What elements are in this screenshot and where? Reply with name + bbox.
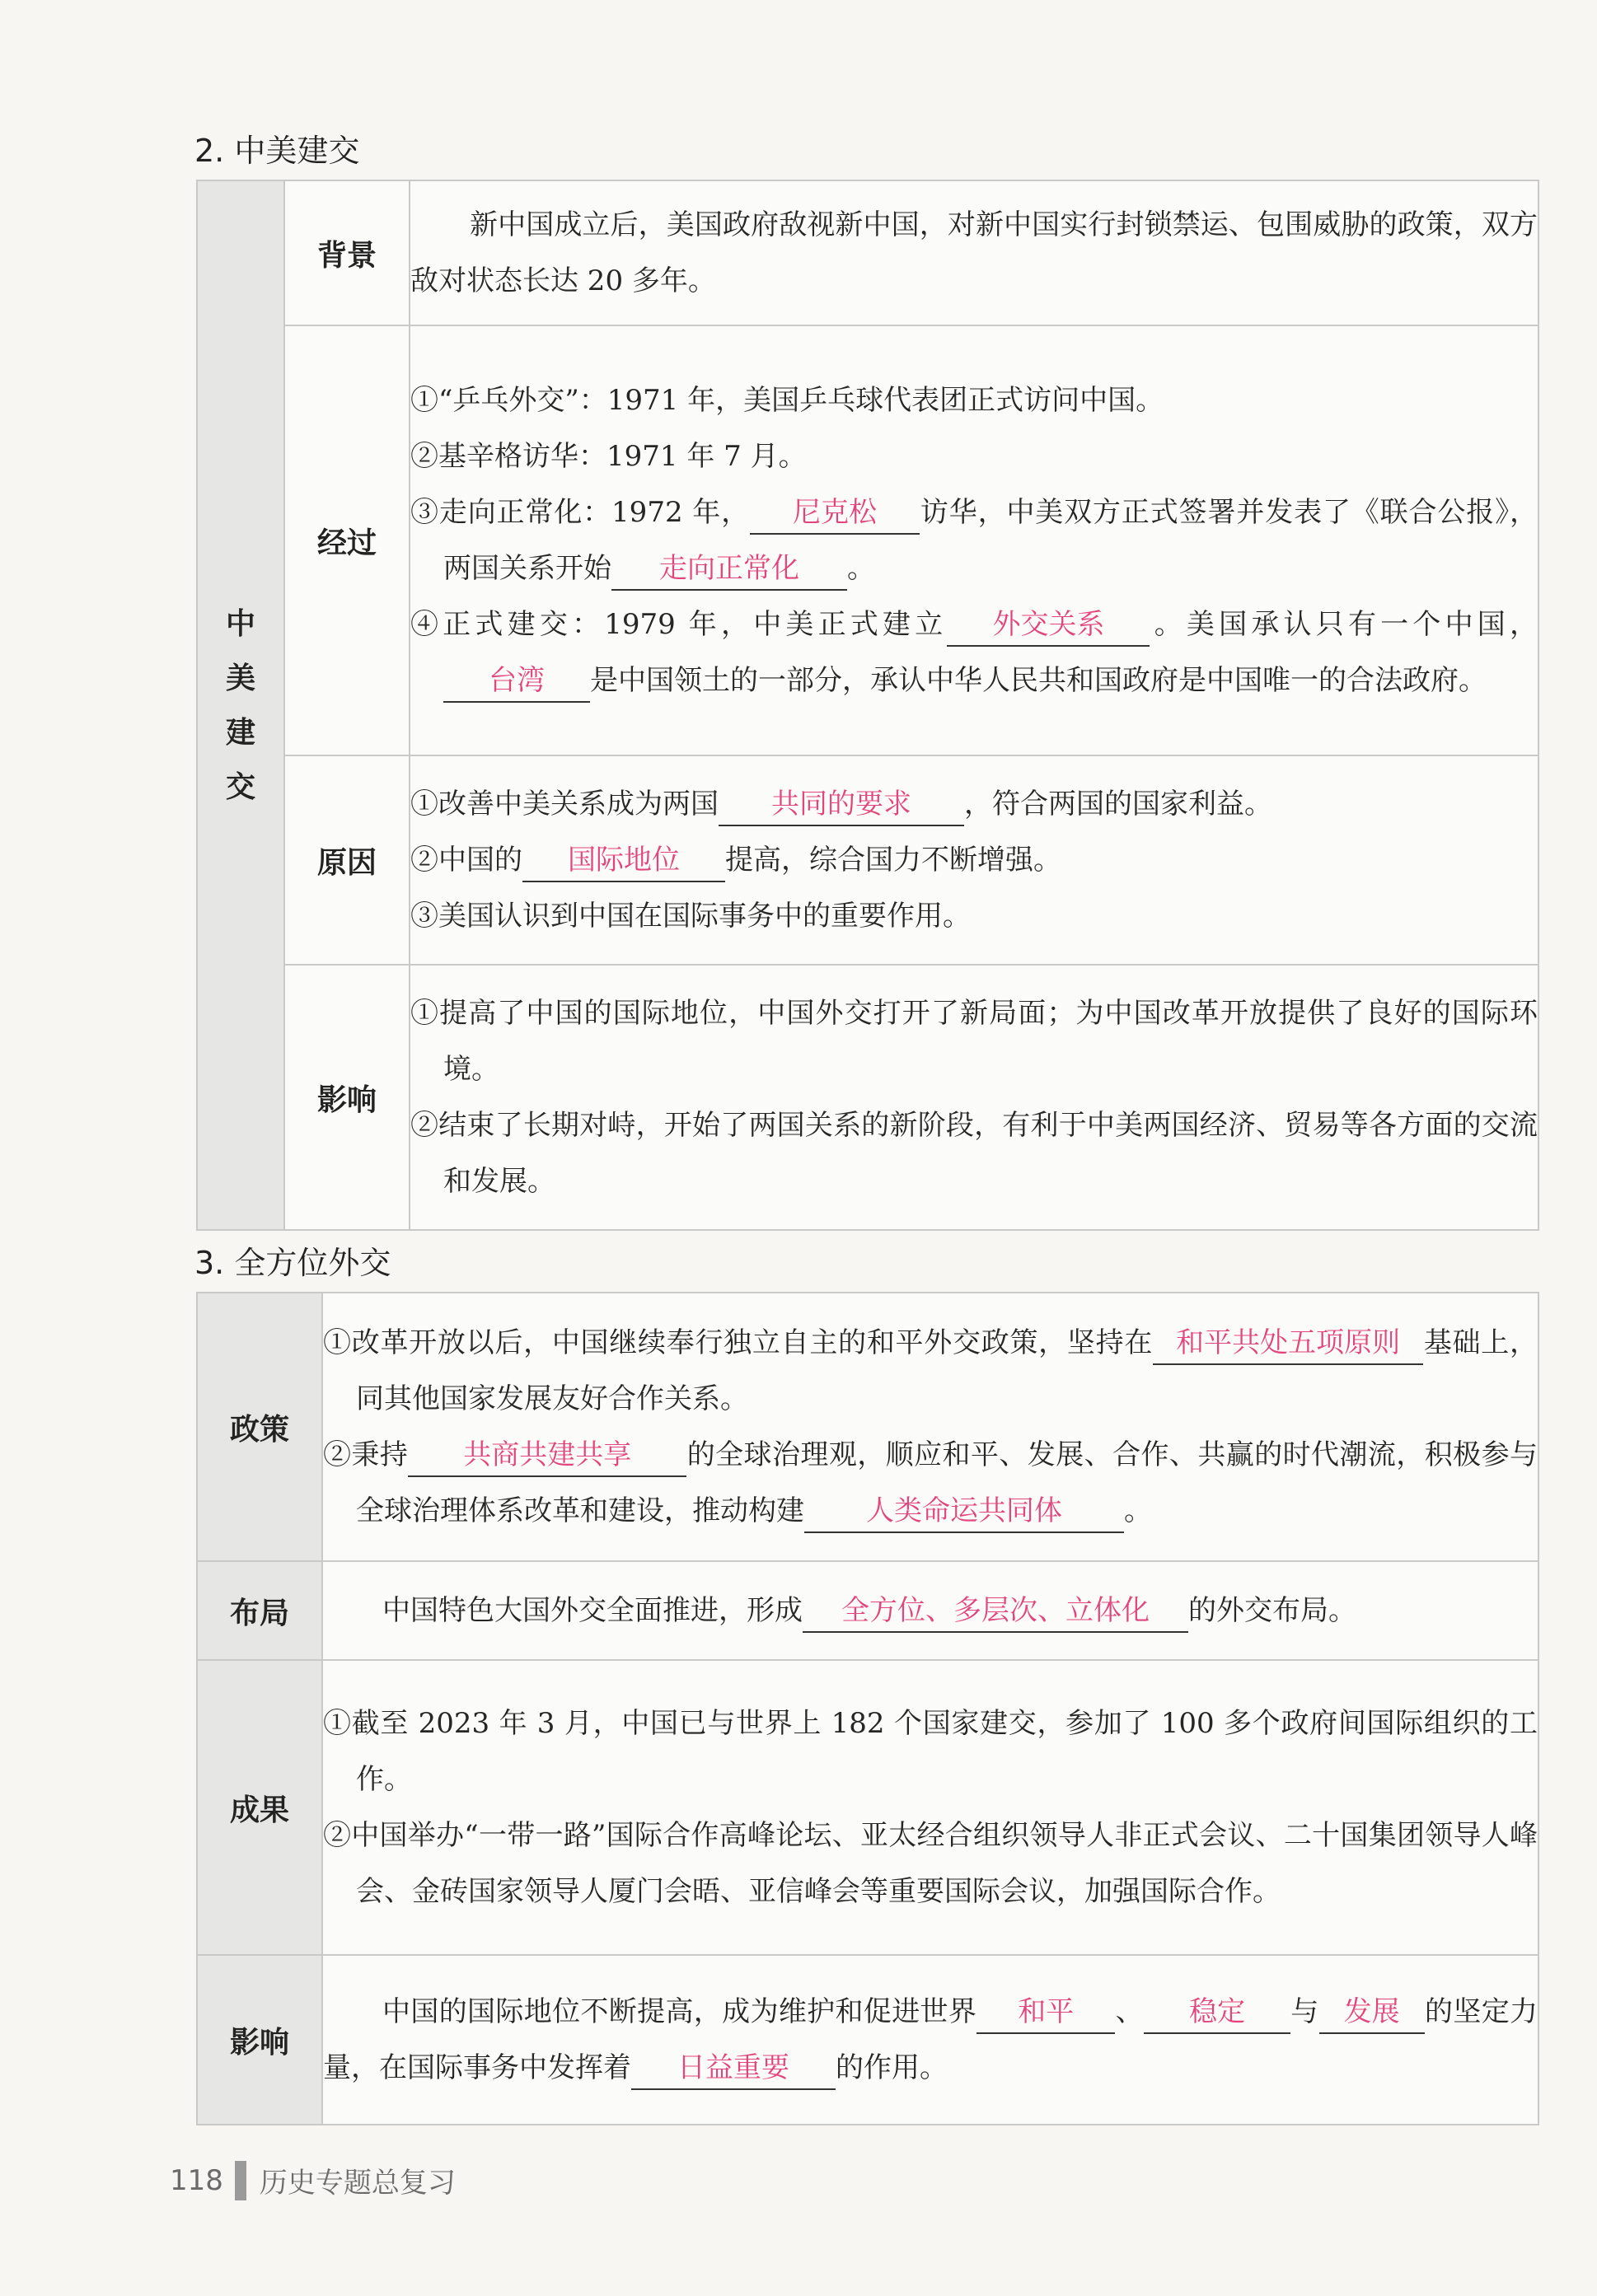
answer-common-demand: 共同的要求	[719, 783, 964, 826]
group-char: 美	[225, 661, 255, 695]
process-line-2: ②基辛格访华：1971 年 7 月。	[410, 440, 807, 473]
row-label-impact: 影响	[284, 965, 410, 1230]
row-content-reason	[410, 755, 1538, 965]
layout-text	[323, 1583, 1538, 1639]
reason-line-3: ③美国认识到中国在国际事务中的重要作用。	[410, 900, 971, 933]
answer-increasingly-important: 日益重要	[631, 2047, 836, 2090]
text-segment: ②秉持	[323, 1438, 409, 1471]
text-segment: 访华，中美双方正式签署并发表了《联合公报》，两国关系开始	[443, 496, 1538, 585]
answer-diplomatic-relations: 外交关系	[947, 604, 1150, 647]
footer-divider-bar	[235, 2161, 246, 2200]
text-segment: ④正式建交：1979 年，中美正式建立	[410, 608, 948, 641]
row-content-policy	[322, 1293, 1538, 1561]
row-label-layout: 布局	[197, 1561, 322, 1660]
achievement-line-2: ②中国举办“一带一路”国际合作高峰论坛、亚太经合组织领导人非正式会议、二十国集团领导人峰会、金砖国家领导人厦门会晤、亚信峰会等重要国际会议，加强国际合作。	[323, 1819, 1538, 1908]
process-line-4	[410, 596, 1538, 708]
text-segment: 中国的国际地位不断提高，成为维护和促进世界	[382, 1995, 977, 2028]
row-label-background: 背景	[284, 180, 410, 325]
text-segment: 。	[1124, 1494, 1152, 1527]
row-label-achievement: 成果	[197, 1660, 322, 1955]
row-label-policy: 政策	[197, 1293, 322, 1561]
group-char: 交	[225, 769, 255, 804]
reason-line-1	[410, 776, 1538, 832]
group-char: 建	[225, 715, 255, 750]
answer-taiwan: 台湾	[443, 660, 590, 703]
row-content-layout	[322, 1561, 1538, 1660]
group-char: 中	[225, 606, 255, 641]
answer-international-status: 国际地位	[522, 839, 725, 882]
text-segment: ①改善中美关系成为两国	[410, 788, 719, 821]
text-segment: 的全球治理观，顺应和平、发展、合作、共赢的时代潮流，积极参与全球治理体系改革和建设，推动构建	[356, 1438, 1538, 1527]
text-segment: 中国特色大国外交全面推进，形成	[382, 1594, 803, 1627]
book-title: 历史专题总复习	[259, 2167, 456, 2200]
answer-shared-governance: 共商共建共享	[408, 1434, 686, 1477]
text-segment: 提高，综合国力不断增强。	[725, 844, 1061, 877]
policy-line-2	[323, 1427, 1538, 1539]
answer-normalization: 走向正常化	[611, 548, 847, 591]
text-segment: 与	[1290, 1995, 1319, 2028]
text-segment: 的作用。	[836, 2051, 948, 2084]
row-label-reason: 原因	[284, 755, 410, 965]
process-line-3	[410, 484, 1538, 596]
page-footer	[170, 2160, 456, 2200]
row-content-impact	[410, 965, 1538, 1230]
section-title-sino-us: 2. 中美建交	[194, 133, 360, 169]
process-line-1: ①“乒乓外交”：1971 年，美国乒乓球代表团正式访问中国。	[410, 384, 1164, 417]
group-label-sino-us	[197, 180, 284, 1230]
impact-line-2: ②结束了长期对峙，开始了两国关系的新阶段，有利于中美两国经济、贸易等各方面的交流和发展。	[410, 1109, 1538, 1198]
answer-nixon: 尼克松	[750, 492, 920, 535]
answer-community-shared-future: 人类命运共同体	[804, 1490, 1124, 1533]
answer-diplomatic-layout: 全方位、多层次、立体化	[803, 1590, 1188, 1633]
background-text: 新中国成立后，美国政府敌视新中国，对新中国实行封锁禁运、包围威胁的政策，双方敌对状态长达 20 多年。	[410, 208, 1538, 297]
policy-line-1	[323, 1315, 1538, 1427]
row-content-achievement	[322, 1660, 1538, 1955]
row-label-impact-2: 影响	[197, 1955, 322, 2125]
text-segment: ②中国的	[410, 844, 522, 877]
row-label-process: 经过	[284, 325, 410, 755]
text-segment: 。美国承认只有一个中国，	[1150, 608, 1538, 641]
text-segment: 的外交布局。	[1188, 1594, 1356, 1627]
answer-stability: 稳定	[1144, 1991, 1290, 2034]
text-segment: 是中国领土的一部分，承认中华人民共和国政府是中国唯一的合法政府。	[590, 664, 1487, 697]
answer-five-principles: 和平共处五项原则	[1153, 1322, 1423, 1365]
text-segment: 的坚定力量，在国际事务中发挥着	[323, 1995, 1538, 2084]
text-segment: 基础上，同其他国家发展友好合作关系。	[356, 1326, 1538, 1415]
answer-development: 发展	[1319, 1991, 1425, 2034]
row-content-process	[410, 325, 1538, 755]
row-content-background	[410, 180, 1538, 325]
achievement-line-1: ①截至 2023 年 3 月，中国已与世界上 182 个国家建交，参加了 100 多个政府间国际组织的工作。	[323, 1707, 1538, 1796]
text-segment: ，符合两国的国家利益。	[964, 788, 1272, 821]
section-title-omnidirectional: 3. 全方位外交	[194, 1245, 391, 1281]
text-segment: 、	[1115, 1995, 1144, 2028]
text-segment: ①改革开放以后，中国继续奉行独立自主的和平外交政策，坚持在	[323, 1326, 1154, 1359]
omnidirectional-diplomacy-table	[196, 1292, 1539, 2125]
answer-peace: 和平	[976, 1991, 1115, 2034]
text-segment: 。	[847, 552, 875, 585]
text-segment: ③走向正常化：1972 年，	[410, 496, 750, 529]
impact-2-text	[323, 1984, 1538, 2096]
impact-line-1: ①提高了中国的国际地位，中国外交打开了新局面；为中国改革开放提供了良好的国际环境。	[410, 997, 1538, 1086]
row-content-impact-2	[322, 1955, 1538, 2125]
page-number: 118	[170, 2163, 223, 2197]
reason-line-2	[410, 832, 1538, 888]
sino-us-table	[196, 180, 1539, 1231]
